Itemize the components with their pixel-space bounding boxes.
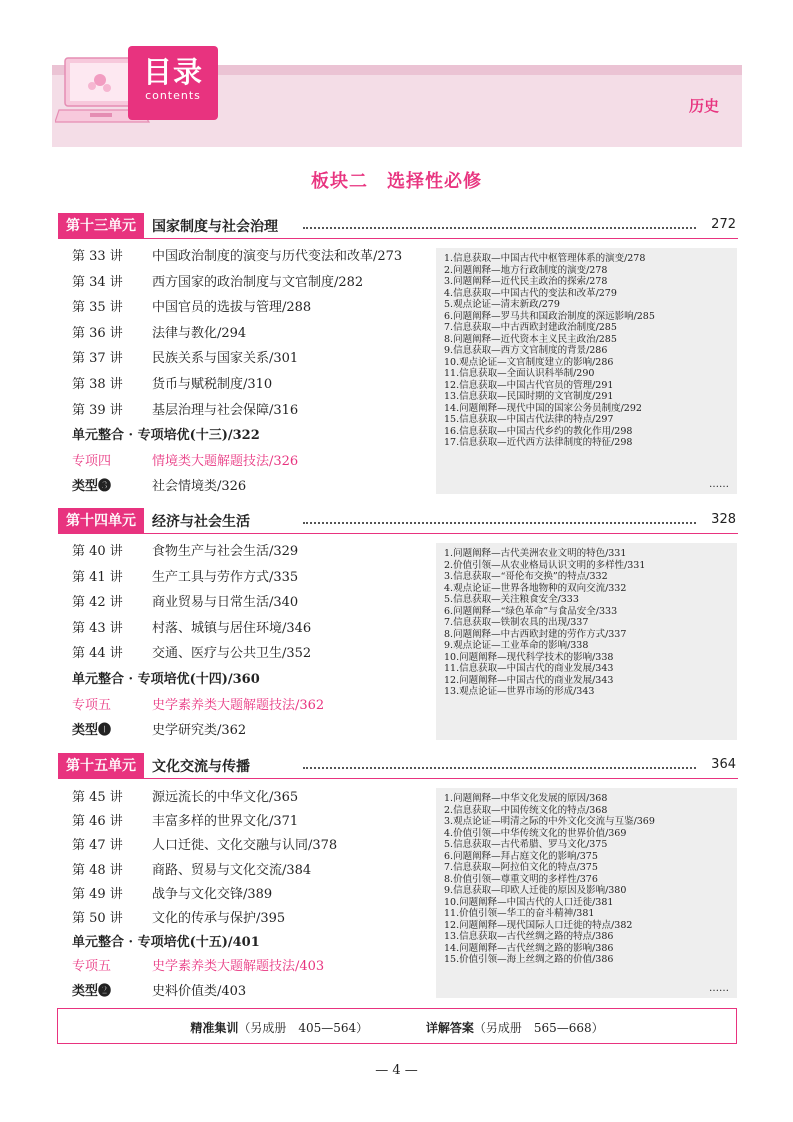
lecture-entry[interactable] (72, 271, 363, 291)
topic-item: 13.信息获取—民国时期的文官制度/291 (444, 391, 614, 402)
topic-item: 12.问题阐释—中国古代的商业发展/343 (444, 674, 614, 686)
lecture-entry[interactable] (72, 322, 246, 342)
lecture-title: 丰富多样的世界文化/371 (152, 814, 299, 830)
topic-item: 8.价值引领—尊重文明的多样性/376 (444, 873, 598, 885)
footer-left-range: （另成册 405—564） (238, 1021, 369, 1035)
topic-item: 7.信息获取—铁制农具的出现/337 (444, 617, 589, 628)
lecture-number: 第 48 讲 (72, 862, 123, 878)
lecture-entry[interactable] (72, 373, 272, 393)
topic-item: 12.信息获取—中国古代官员的管理/291 (444, 379, 614, 391)
unit-divider (58, 238, 738, 239)
footer-right-range: （另成册 565—668） (473, 1021, 604, 1035)
lecture-number: 类型❸ (72, 479, 112, 495)
lecture-title: 战争与文化交锋/389 (152, 886, 273, 902)
topic-item: 1.问题阐释—古代美洲农业文明的特色/331 (444, 548, 627, 559)
lecture-title: 村落、城镇与居住环境/346 (152, 620, 312, 636)
lecture-number: 专项五 (72, 959, 112, 975)
lecture-number: 第 44 讲 (72, 646, 123, 662)
lecture-title: 中国政治制度的演变与历代变法和改革/273 (152, 249, 403, 264)
lecture-entry[interactable] (72, 810, 298, 830)
topic-item: 11.价值引领—华工的奋斗精神/381 (444, 908, 595, 919)
lecture-number: 单元整合 · 专项培优(十五)/401 (72, 935, 260, 951)
topic-item: 9.观点论证—工业革命的影响/338 (444, 640, 589, 651)
topic-item: 3.观点论证—明清之际的中外文化交流与互鉴/369 (444, 816, 655, 827)
lecture-title: 基层治理与社会保障/316 (152, 402, 299, 418)
lecture-number: 第 49 讲 (72, 886, 123, 902)
footer-left-label: 精准集训 (190, 1021, 239, 1035)
topic-item: 4.信息获取—中国古代的变法和改革/279 (444, 287, 617, 299)
unit-title: 国家制度与社会治理 (152, 219, 278, 235)
topic-item: 17.信息获取—近代西方法律制度的特征/298 (444, 437, 633, 448)
lecture-title: 社会情境类/326 (152, 479, 247, 495)
lecture-entry[interactable] (72, 719, 246, 739)
lecture-title: 生产工具与劳作方式/335 (152, 569, 299, 585)
topic-item: 3.问题阐释—近代民主政治的探索/278 (444, 276, 608, 287)
topic-item: 6.问题阐释—拜占庭文化的影响/375 (444, 850, 598, 862)
lecture-number: 第 50 讲 (72, 911, 123, 926)
topic-item: 5.观点论证—清末新政/279 (444, 299, 560, 310)
topic-item: 15.价值引领—海上丝绸之路的价值/386 (444, 954, 614, 965)
lecture-entry[interactable] (72, 591, 298, 611)
lecture-entry[interactable] (72, 540, 298, 560)
lecture-number: 单元整合 · 专项培优(十四)/360 (72, 672, 260, 687)
lecture-number: 第 36 讲 (72, 325, 123, 341)
lecture-title: 史学素养类大题解题技法/362 (152, 697, 325, 713)
leader-dots (303, 767, 696, 769)
logo-subtitle: contents (145, 89, 201, 102)
topic-item: 7.信息获取—阿拉伯文化的特点/375 (444, 862, 598, 873)
lecture-title: 中国官员的选拔与管理/288 (152, 300, 312, 316)
topic-item: 12.问题阐释—现代国际人口迁徙的特点/382 (444, 919, 633, 931)
unit-page[interactable]: 364 (711, 757, 736, 772)
lecture-title: 人口迁徙、文化交融与认同/378 (152, 838, 338, 854)
more-dots: …… (709, 983, 729, 994)
lecture-number: 第 40 讲 (72, 544, 123, 559)
lecture-entry[interactable] (72, 883, 272, 903)
lecture-number: 第 43 讲 (72, 620, 123, 636)
topic-item: 10.问题阐释—中国古代的人口迁徙/381 (444, 896, 614, 908)
unit-tag: 第十五单元 (58, 753, 144, 779)
lecture-entry[interactable] (72, 955, 324, 975)
lecture-entry[interactable] (72, 980, 246, 1000)
lecture-entry[interactable] (72, 424, 260, 444)
topic-item: 2.信息获取—中国传统文化的特点/368 (444, 804, 608, 816)
unit-title: 经济与社会生活 (152, 514, 250, 530)
lecture-title: 货币与赋税制度/310 (152, 377, 273, 392)
lecture-entry[interactable] (72, 859, 311, 879)
topic-item: 10.观点论证—文官制度建立的影响/286 (444, 356, 614, 368)
topic-item: 5.信息获取—古代希腊、罗马文化/375 (444, 839, 608, 850)
lecture-number: 第 38 讲 (72, 377, 123, 392)
unit-title: 文化交流与传播 (152, 759, 250, 775)
topic-item: 13.观点论证—世界市场的形成/343 (444, 686, 595, 697)
lecture-entry[interactable] (72, 450, 298, 470)
topic-item: 9.信息获取—印欧人迁徙的原因及影响/380 (444, 885, 627, 896)
lecture-number: 第 39 讲 (72, 402, 123, 418)
lecture-number: 第 33 讲 (72, 249, 123, 264)
lecture-number: 第 46 讲 (72, 814, 123, 830)
lecture-entry[interactable] (72, 347, 298, 367)
lecture-title: 民族关系与国家关系/301 (152, 351, 299, 367)
more-dots: …… (709, 479, 729, 490)
lecture-number: 类型❷ (72, 983, 112, 999)
page-number: — 4 — (375, 1063, 418, 1078)
lecture-title: 史学研究类/362 (152, 723, 247, 739)
leader-dots (303, 227, 696, 229)
lecture-number: 第 42 讲 (72, 595, 123, 611)
topic-item: 6.问题阐释—“绿色革命”与食品安全/333 (444, 605, 618, 617)
unit-header (58, 213, 738, 239)
topic-item: 16.信息获取—中国古代乡约的教化作用/298 (444, 425, 633, 437)
lecture-number: 单元整合 · 专项培优(十三)/322 (72, 428, 260, 444)
topic-item: 11.信息获取—全面认识科举制/290 (444, 368, 595, 379)
lecture-title: 商路、贸易与文化交流/384 (152, 862, 312, 878)
lecture-title: 法律与教化/294 (152, 325, 247, 341)
lecture-entry[interactable] (72, 694, 324, 714)
topic-item: 8.问题阐释—近代资本主义民主政治/285 (444, 333, 617, 345)
unit-tag: 第十四单元 (58, 508, 144, 534)
lecture-number: 第 45 讲 (72, 790, 123, 805)
lecture-entry[interactable] (72, 617, 311, 637)
footer-text (57, 1019, 737, 1036)
topic-item: 9.信息获取—西方文官制度的背景/286 (444, 345, 608, 356)
lecture-entry[interactable] (72, 907, 285, 927)
lecture-number: 专项四 (72, 453, 112, 469)
lecture-title: 文化的传承与保护/395 (152, 911, 286, 926)
topic-item: 5.信息获取—关注粮食安全/333 (444, 594, 579, 605)
unit-page[interactable]: 328 (711, 512, 736, 527)
topic-item: 14.问题阐释—现代中国的国家公务员制度/292 (444, 402, 642, 414)
topic-item: 6.问题阐释—罗马共和国政治制度的深远影响/285 (444, 310, 655, 322)
topic-item: 14.问题阐释—古代丝绸之路的影响/386 (444, 942, 614, 954)
lecture-title: 商业贸易与日常生活/340 (152, 595, 299, 611)
logo-title: 目录 (142, 55, 203, 89)
topic-item: 1.信息获取—中国古代中枢管理体系的演变/278 (444, 253, 646, 264)
topic-item: 2.价值引领—从农业格局认识文明的多样性/331 (444, 559, 646, 571)
lecture-entry[interactable] (72, 834, 337, 854)
topic-item: 10.问题阐释—现代科学技术的影响/338 (444, 651, 614, 663)
lecture-title: 史料价值类/403 (152, 983, 247, 999)
lecture-entry[interactable] (72, 475, 246, 495)
lecture-title: 情境类大题解题技法/326 (152, 453, 299, 469)
topic-item: 4.价值引领—中华传统文化的世界价值/369 (444, 827, 627, 839)
lecture-entry[interactable] (72, 668, 260, 688)
topic-item: 8.问题阐释—中古西欧封建的劳作方式/337 (444, 628, 627, 640)
lecture-entry[interactable] (72, 566, 298, 586)
lecture-title: 食物生产与社会生活/329 (152, 544, 299, 559)
unit-tag: 第十三单元 (58, 213, 144, 239)
lecture-entry[interactable] (72, 296, 311, 316)
lecture-title: 源远流长的中华文化/365 (152, 790, 299, 805)
topic-item: 4.观点论证—世界各地物种的双向交流/332 (444, 582, 627, 594)
topic-item: 13.信息获取—古代丝绸之路的特点/386 (444, 931, 614, 942)
lecture-number: 第 35 讲 (72, 300, 123, 316)
lecture-entry[interactable] (72, 399, 298, 419)
topic-item: 7.信息获取—中古西欧封建政治制度/285 (444, 322, 617, 333)
subject-label: 历史 (688, 97, 719, 115)
topic-box (436, 248, 737, 494)
footer-right-label: 详解答案 (425, 1021, 474, 1035)
topic-item: 11.信息获取—中国古代的商业发展/343 (444, 663, 614, 674)
topic-box (436, 543, 737, 740)
lecture-entry[interactable] (72, 931, 260, 951)
lecture-title: 交通、医疗与公共卫生/352 (152, 646, 312, 662)
lecture-title: 西方国家的政治制度与文官制度/282 (152, 274, 364, 290)
lecture-entry[interactable] (72, 786, 298, 806)
leader-dots (303, 522, 696, 524)
unit-divider (58, 533, 738, 534)
lecture-title: 史学素养类大题解题技法/403 (152, 959, 325, 975)
lecture-number: 专项五 (72, 697, 112, 713)
unit-page[interactable]: 272 (711, 217, 736, 232)
unit-header (58, 753, 738, 779)
topic-box (436, 788, 737, 998)
topic-item: 1.问题阐释—中华文化发展的原因/368 (444, 793, 608, 804)
topic-item: 15.信息获取—中国古代法律的特点/297 (444, 414, 614, 425)
unit-divider (58, 778, 738, 779)
lecture-number: 第 37 讲 (72, 351, 123, 367)
lecture-entry[interactable] (72, 245, 402, 265)
topic-item: 3.信息获取—“哥伦布交换”的特点/332 (444, 571, 608, 582)
lecture-number: 第 34 讲 (72, 274, 123, 290)
lecture-number: 第 41 讲 (72, 569, 123, 585)
lecture-number: 类型❶ (72, 723, 112, 739)
lecture-number: 第 47 讲 (72, 838, 123, 854)
unit-header (58, 508, 738, 534)
section-title: 板块二 选择性必修 (311, 171, 482, 192)
topic-item: 2.问题阐释—地方行政制度的演变/278 (444, 264, 608, 276)
lecture-entry[interactable] (72, 642, 311, 662)
